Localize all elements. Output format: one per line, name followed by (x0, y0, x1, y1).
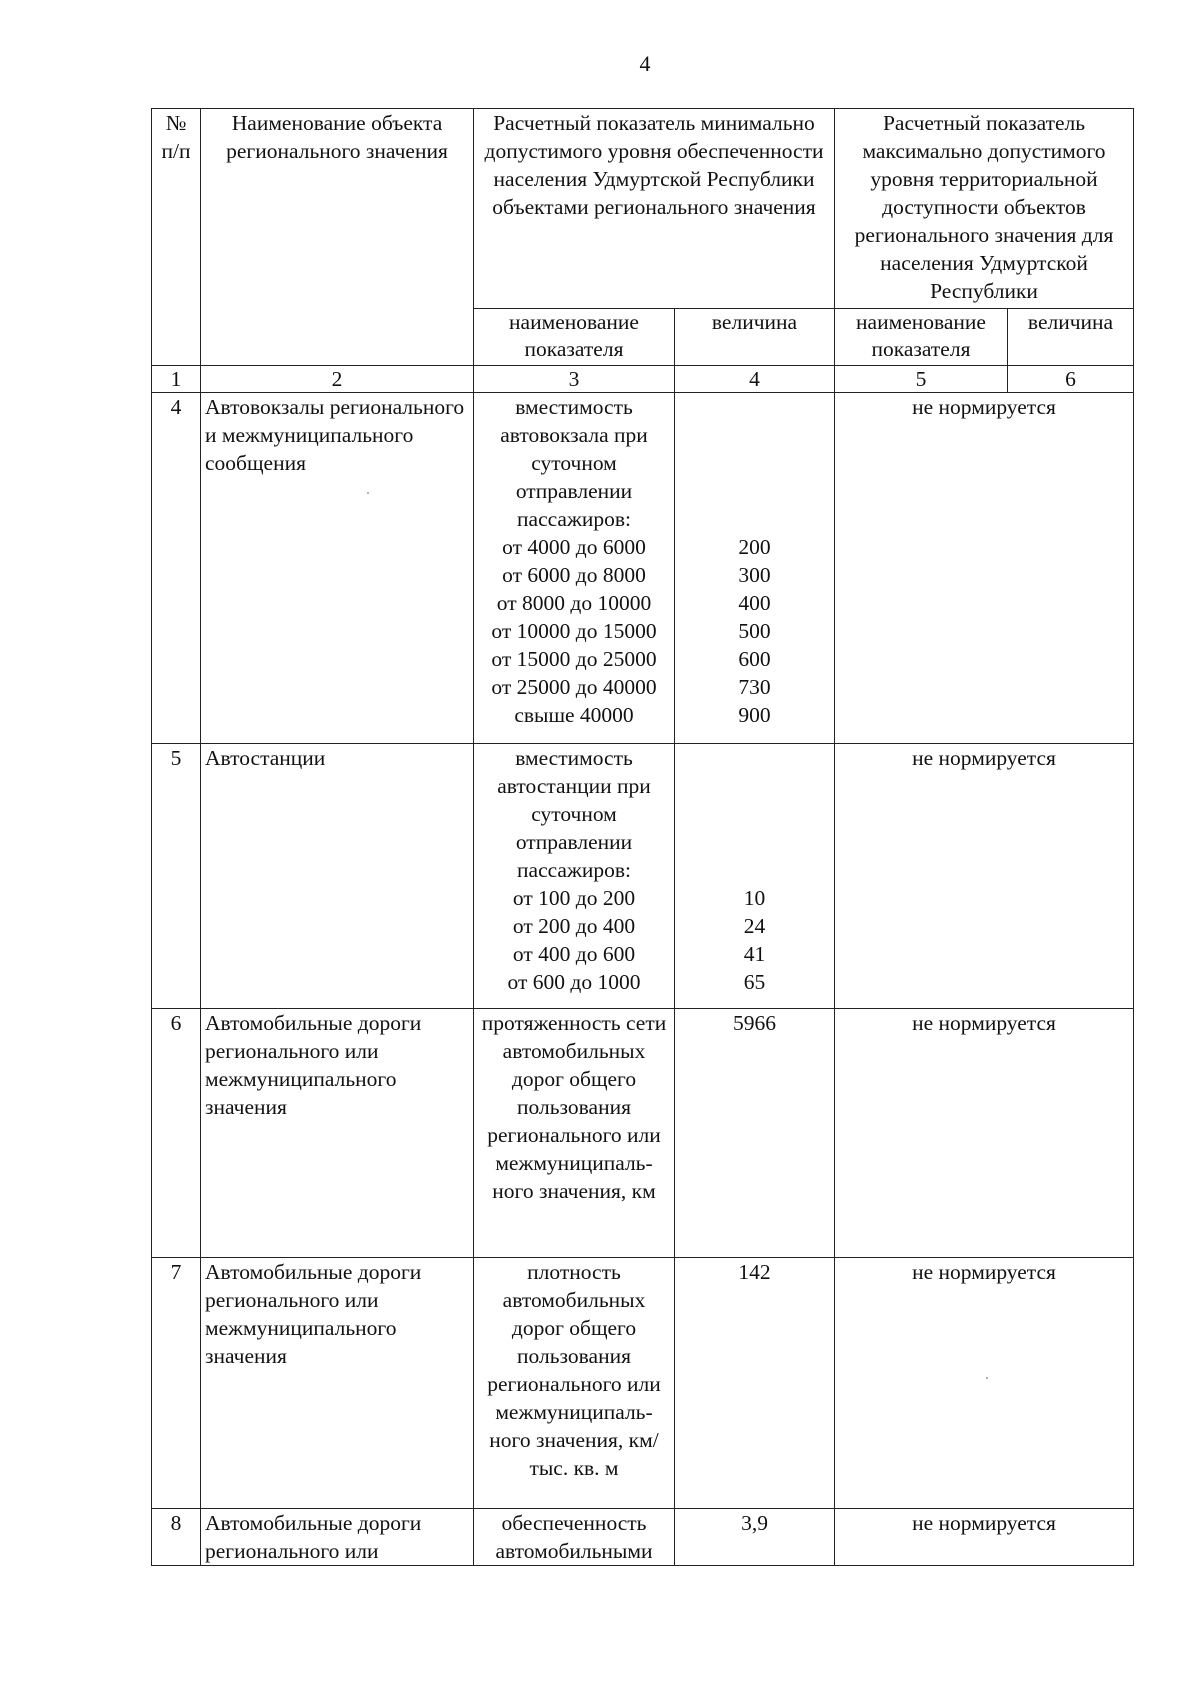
indicator-value: 3,9 (675, 1509, 835, 1566)
header-min-indicator: Расчетный показатель минимально допустимого уровня обеспеченности населения Удмуртской Республики объектами регионального значения (474, 109, 835, 309)
indicator-text: вместимость автостанции при суточном отправлении пассажиров: (497, 746, 651, 882)
value-item: 41 (743, 942, 766, 966)
column-number: 3 (474, 366, 675, 393)
indicator-text: плотность автомобильных дорог общего пользования регионального или межмуниципаль-ного значения, км/тыс. кв. м (474, 1258, 675, 1509)
range-item: от 6000 до 8000 (502, 563, 646, 587)
value-cell (675, 393, 835, 744)
range-item: от 4000 до 6000 (502, 535, 646, 559)
indicator-value: 5966 (675, 1009, 835, 1258)
table-row (152, 1509, 1134, 1566)
value-item: 500 (738, 619, 771, 643)
value-item: 65 (743, 970, 766, 994)
table-row (152, 393, 1134, 744)
header-object-name: Наименование объекта регионального значения (201, 109, 474, 366)
range-item: от 200 до 400 (512, 914, 636, 938)
range-item: от 100 до 200 (512, 886, 636, 910)
table-row (152, 1009, 1134, 1258)
subheader-value-2: величина (1008, 309, 1134, 366)
indicator-text: обеспеченность автомобильными (474, 1509, 675, 1566)
row-number: 5 (152, 744, 201, 1009)
value-item: 10 (743, 886, 766, 910)
object-name: Автомобильные дороги регионального или межмуниципального значения (201, 1258, 474, 1509)
column-number: 1 (152, 366, 201, 393)
value-item: 300 (738, 563, 771, 587)
max-indicator: не нормируется (835, 393, 1134, 744)
scan-speck (986, 1377, 988, 1379)
indicator-cell (474, 744, 675, 1009)
row-number: 4 (152, 393, 201, 744)
object-name: Автовокзалы регионального и межмуниципального сообщения (201, 393, 474, 744)
value-item: 900 (738, 703, 771, 727)
column-number: 5 (835, 366, 1008, 393)
max-indicator: не нормируется (835, 1258, 1134, 1509)
table-row (152, 744, 1134, 1009)
value-item: 400 (738, 591, 771, 615)
range-item: от 25000 до 40000 (491, 675, 657, 699)
column-number-row (152, 366, 1134, 393)
range-item: свыше 40000 (514, 703, 634, 727)
range-item: от 400 до 600 (512, 942, 636, 966)
object-name: Автомобильные дороги регионального или межмуниципального значения (201, 1009, 474, 1258)
max-indicator: не нормируется (835, 1009, 1134, 1258)
object-name: Автостанции (201, 744, 474, 1009)
regional-objects-table (151, 108, 1134, 1566)
indicator-value: 142 (675, 1258, 835, 1509)
indicator-text: протяженность сети автомобильных дорог общего пользования регионального или межмуниципаль-ного значения, км (474, 1009, 675, 1258)
max-indicator: не нормируется (835, 1509, 1134, 1566)
value-item: 24 (743, 914, 766, 938)
table-row (152, 1258, 1134, 1509)
subheader-indicator-name: наименование показателя (474, 309, 675, 366)
row-number: 8 (152, 1509, 201, 1566)
row-number: 6 (152, 1009, 201, 1258)
column-number: 4 (675, 366, 835, 393)
object-name: Автомобильные дороги регионального или (201, 1509, 474, 1566)
header-max-indicator: Расчетный показатель максимально допустимого уровня территориальной доступности объектов регионального значения для населения Удмуртской Республики (835, 109, 1134, 309)
range-item: от 600 до 1000 (507, 970, 641, 994)
range-item: от 15000 до 25000 (491, 647, 657, 671)
scan-speck (367, 492, 369, 494)
row-number: 7 (152, 1258, 201, 1509)
indicator-cell (474, 393, 675, 744)
subheader-indicator-name-2: наименование показателя (835, 309, 1008, 366)
column-number: 6 (1008, 366, 1134, 393)
header-number: № п/п (152, 109, 201, 366)
range-item: от 10000 до 15000 (491, 619, 657, 643)
subheader-value: величина (675, 309, 835, 366)
table-header-row (152, 109, 1134, 309)
column-number: 2 (201, 366, 474, 393)
max-indicator: не нормируется (835, 744, 1134, 1009)
range-item: от 8000 до 10000 (496, 591, 652, 615)
indicator-text: вместимость автовокзала при суточном отправлении пассажиров: (500, 395, 648, 531)
value-item: 730 (738, 675, 771, 699)
value-cell (675, 744, 835, 1009)
page-number: 4 (639, 51, 651, 76)
value-item: 600 (738, 647, 771, 671)
value-item: 200 (738, 535, 771, 559)
